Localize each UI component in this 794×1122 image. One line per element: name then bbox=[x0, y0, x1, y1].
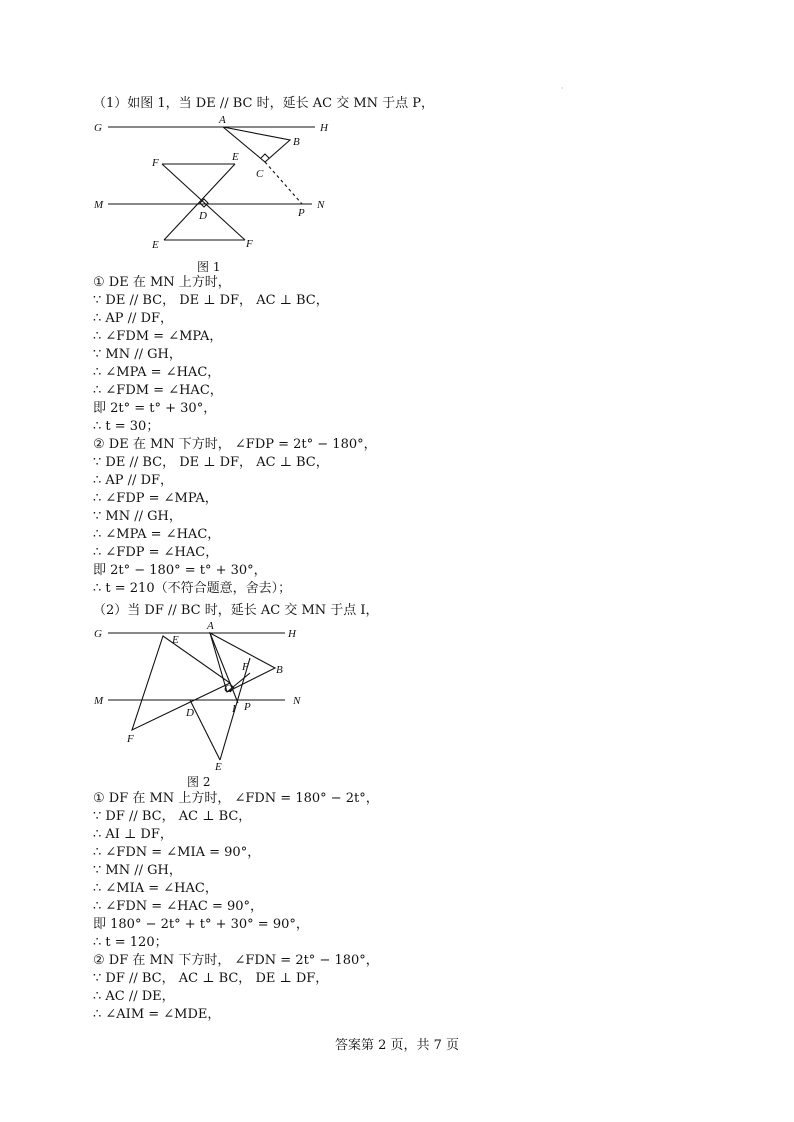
label-f-top: F bbox=[152, 157, 159, 169]
text-line: ∴ t = 120； bbox=[93, 935, 168, 950]
label-e-top: E bbox=[172, 634, 179, 646]
label-c: C bbox=[224, 683, 232, 695]
figure-2 bbox=[90, 618, 320, 770]
text-line: ① DE 在 MN 上方时， bbox=[93, 275, 231, 290]
text-line: ∴ ∠FDN = ∠MIA = 90°， bbox=[93, 845, 261, 860]
figure-1-caption: 图 1 bbox=[197, 260, 221, 274]
label-n: N bbox=[317, 199, 325, 211]
text-line: ∵ DE // BC， DE ⊥ DF， AC ⊥ BC， bbox=[93, 455, 329, 470]
figure-2-caption: 图 2 bbox=[187, 775, 211, 789]
label-p: P bbox=[298, 207, 305, 219]
label-c: C bbox=[256, 168, 264, 180]
part2-heading: （2）当 DF // BC 时，延长 AC 交 MN 于点 I， bbox=[93, 603, 379, 618]
label-e-top: E bbox=[232, 151, 239, 163]
label-g: G bbox=[94, 122, 102, 134]
text-line: ∴ ∠MPA = ∠HAC， bbox=[93, 527, 221, 542]
text-line: ∴ t = 30； bbox=[93, 419, 160, 434]
text-line: ∴ AP // DF， bbox=[93, 473, 174, 488]
text-line: ② DF 在 MN 下方时， ∠FDN = 2t° − 180°， bbox=[93, 953, 379, 968]
text-line: ∴ ∠FDM = ∠HAC， bbox=[93, 383, 223, 398]
label-g: G bbox=[94, 628, 102, 640]
text-line: ∴ ∠MIA = ∠HAC， bbox=[93, 881, 218, 896]
label-a: A bbox=[207, 620, 214, 632]
label-e-bottom: E bbox=[152, 239, 159, 251]
text-line: ∴ AC // DE， bbox=[93, 989, 175, 1004]
label-b: B bbox=[293, 136, 300, 148]
scan-speck: · bbox=[561, 84, 564, 93]
label-n: N bbox=[293, 695, 301, 707]
dashed-cp bbox=[265, 162, 302, 204]
label-i: I bbox=[232, 703, 236, 715]
label-e-bottom: E bbox=[215, 761, 222, 770]
text-line: ∴ ∠FDM = ∠MPA， bbox=[93, 329, 223, 344]
text-line: ① DF 在 MN 上方时， ∠FDN = 180° − 2t°， bbox=[93, 791, 379, 806]
segment-d-e-bottom bbox=[190, 700, 220, 760]
label-h: H bbox=[288, 628, 296, 640]
text-line: ∵ MN // GH， bbox=[93, 863, 182, 878]
text-line: 即 2t° = t° + 30°， bbox=[93, 401, 217, 416]
part2-solution bbox=[93, 790, 379, 1024]
text-line: ∵ DF // BC， AC ⊥ BC， DE ⊥ DF， bbox=[93, 971, 329, 986]
text-line: 即 180° − 2t° + t° + 30° = 90°， bbox=[93, 917, 309, 932]
part1-solution bbox=[93, 274, 377, 598]
text-line: ∴ t = 210（不符合题意，舍去）； bbox=[93, 581, 292, 596]
text-line: ∵ MN // GH， bbox=[93, 509, 182, 524]
text-line: ∴ AI ⊥ DF， bbox=[93, 827, 173, 842]
label-d: D bbox=[199, 210, 207, 222]
text-line: ∴ ∠AIM = ∠MDE， bbox=[93, 1007, 221, 1022]
text-line: 即 2t° − 180° = t° + 30°， bbox=[93, 563, 267, 578]
label-a: A bbox=[219, 114, 226, 126]
text-line: ∵ MN // GH， bbox=[93, 347, 182, 362]
label-d: D bbox=[186, 707, 194, 719]
text-line: ∴ ∠FDP = ∠MPA， bbox=[93, 491, 218, 506]
label-m: M bbox=[94, 199, 104, 211]
label-f-small: F bbox=[242, 661, 249, 673]
text-line: ∴ ∠MPA = ∠HAC， bbox=[93, 365, 221, 380]
text-line: ∵ DE // BC， DE ⊥ DF， AC ⊥ BC， bbox=[93, 293, 329, 308]
text-line: ∴ ∠FDP = ∠HAC， bbox=[93, 545, 219, 560]
text-line: ② DE 在 MN 下方时， ∠FDP = 2t° − 180°， bbox=[93, 437, 377, 452]
part1-heading: （1）如图 1，当 DE // BC 时，延长 AC 交 MN 于点 P， bbox=[93, 96, 435, 111]
label-f-left: F bbox=[127, 733, 134, 745]
text-line: ∴ AP // DF， bbox=[93, 311, 174, 326]
label-b: B bbox=[276, 664, 283, 676]
label-p: P bbox=[244, 701, 251, 713]
label-f-bottom: F bbox=[246, 238, 253, 250]
page-footer: 答案第 2 页，共 7 页 bbox=[334, 1038, 460, 1053]
label-m: M bbox=[94, 695, 104, 707]
label-h: H bbox=[320, 122, 328, 134]
figure-1 bbox=[90, 112, 350, 260]
text-line: ∵ DF // BC， AC ⊥ BC， bbox=[93, 809, 252, 824]
text-line: ∴ ∠FDN = ∠HAC = 90°， bbox=[93, 899, 264, 914]
